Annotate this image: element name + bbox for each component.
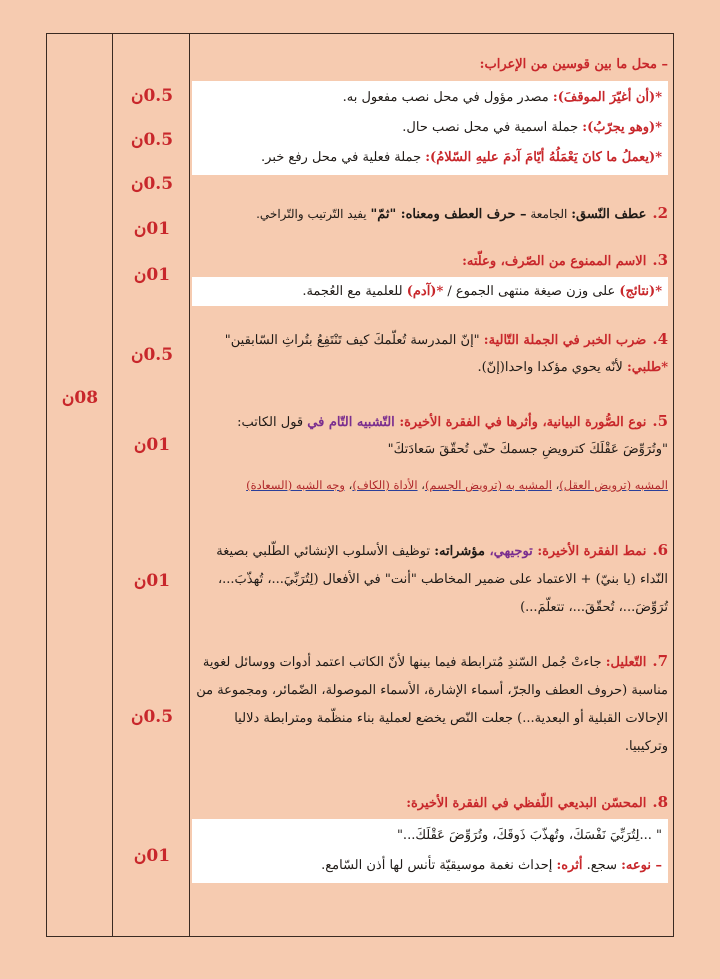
answer-key: *(يعملُ ما كانَ يَعْمَلُهُ أيّامَ آدمَ عليهِ السّلامُ): [425,150,662,165]
simile-part: المشبه (ترويض العقل) [559,478,668,492]
answer-text: توظيف الأسلوب الإنشائي الطّلبي بصيغة النّداء (يا بنيّ) + الاعتماد على ضمير المخاطب "أنت" في الأفعال (لِتُرَبِّيَ...، تُهذّبَ...، تُرَوِّضَ...، تُحقّقَ...، تتعلّمَ...) [216,544,668,615]
score: 01ن [133,219,171,239]
simile-part: الأداة (الكاف) [352,478,418,492]
score: 0.5ن [130,130,174,150]
section-title: نمط الفقرة الأخيرة: [537,544,647,559]
section-title: – حرف العطف ومعناه: "ثمّ" [370,207,527,222]
answer-text: يفيد التّرتيب والتّراخي. [256,207,371,221]
answer-text: جاءتْ جُمل السّندِ مُترابطة فيما بينها لأنّ الكاتب اعتمد أدوات ووسائل لغوية مناسبة (حروف العطف والجرّ، أسماء الإشارة، الأسماء الموصولة، الضّمائر، ومجموعة من الإحالات القبلية أو البعدية...) جعلت النّص يخضع لعملية بناء منظّمة ومترابطة دلاليا وتركيبيا. [196,655,668,754]
answer-key: أثره: [556,858,583,873]
answer-text: جملة اسمية في محل نصب حال. [402,120,583,135]
section-title: الاسم الممنوع من الصّرف، وعلّته: [462,254,647,269]
score: 01ن [133,435,171,455]
section-title: ضرب الخبر في الجملة التّالية: [483,333,647,348]
column-divider [189,33,190,937]
answer-text: مصدر مؤول في محل نصب مفعول به. [342,90,553,105]
answer-box [192,819,668,883]
section-title: المحسّن البديعي اللّفظي في الفقرة الأخيرة: [406,796,647,811]
answer-key: *طلبي: [626,360,668,375]
section-number: 8. [652,793,668,811]
section-8 [192,790,668,883]
simile-part: وجه الشبه (السعادة) [246,478,345,492]
answer-key: التّشبيه التّام في [307,415,400,430]
answer-text: للعلمية مع العُجمة. [302,284,407,299]
section-title: التّعليل: [605,655,647,670]
answer-text: سجع. [582,858,622,873]
section-number: 5. [652,412,668,430]
answer-text: الجامعة [526,207,572,221]
quote-text: " ...لِتُرَبِّيَ نَفْسَكَ، وتُهذّبَ ذَوقَكَ، وتُرَوِّضَ عَقْلَكَ..." [396,828,662,843]
score: 0.5ن [130,345,174,365]
total-score: 08ن [61,388,99,408]
score: 0.5ن [130,174,174,194]
answer-text: جملة فعلية في محل رفع خبر. [261,150,426,165]
simile-parts: المشبه (ترويض العقل)، المشبه به (ترويض الجسم)، الأداة (الكاف)، وجه الشبه (السعادة) [246,478,668,492]
answer-key: *(آدم) [406,284,444,299]
answer-box [192,277,668,306]
section-6 [192,536,668,622]
score: 0.5ن [130,707,174,727]
section-4 [192,326,668,381]
answer-key: توجيهي، [489,544,538,559]
simile-part: المشبه به (ترويض الجسم) [424,478,552,492]
answer-text: لأنّه يحوي مؤكدا واحدا(إنّ). [477,360,627,375]
score: 0.5ن [130,86,174,106]
score: 01ن [133,571,171,591]
answer-text: على وزن صيغة منتهى الجموع / [443,284,620,299]
section-number: 6. [652,541,668,559]
section-2 [192,201,668,227]
section-1 [192,52,668,175]
section-title: – محل ما بين قوسين من الإعراب: [479,57,668,72]
section-title: نوع الصُّورة البيانية، وأثرها في الفقرة الأخيرة: [399,415,647,430]
section-7 [192,647,668,761]
answer-key: *(نتائج) [619,284,662,299]
section-5 [192,408,668,495]
section-label: مؤشراته: [434,544,490,559]
section-3 [192,248,668,306]
quote-text: "إنّ المدرسة تُعلّمكَ كيف تَنْتَفِعُ بتُراثِ السّابقين" [224,333,484,348]
answer-text: إحداث نغمة موسيقيّة تأنس لها أذن السّامع. [321,858,557,873]
section-number: 2. [652,204,668,222]
score: 01ن [133,265,171,285]
column-divider [112,33,113,937]
section-number: 4. [652,330,668,348]
section-number: 3. [652,251,668,269]
quote-text: قول الكاتب: "وتُرَوِّضَ عَقْلَكَ كترويضِ جسمكَ حتّى تُحقّقَ سَعادَتكَ" [237,415,668,457]
answer-box [192,81,668,175]
answer-key: – نوعه: [621,858,662,873]
answer-key: *(أن أغيّرَ الموقفَ): [552,90,662,105]
section-title: عطف النّسق: [571,207,647,222]
section-number: 7. [652,652,668,670]
score: 01ن [133,846,171,866]
answer-key: *(وهو يجرّبُ): [582,120,662,135]
